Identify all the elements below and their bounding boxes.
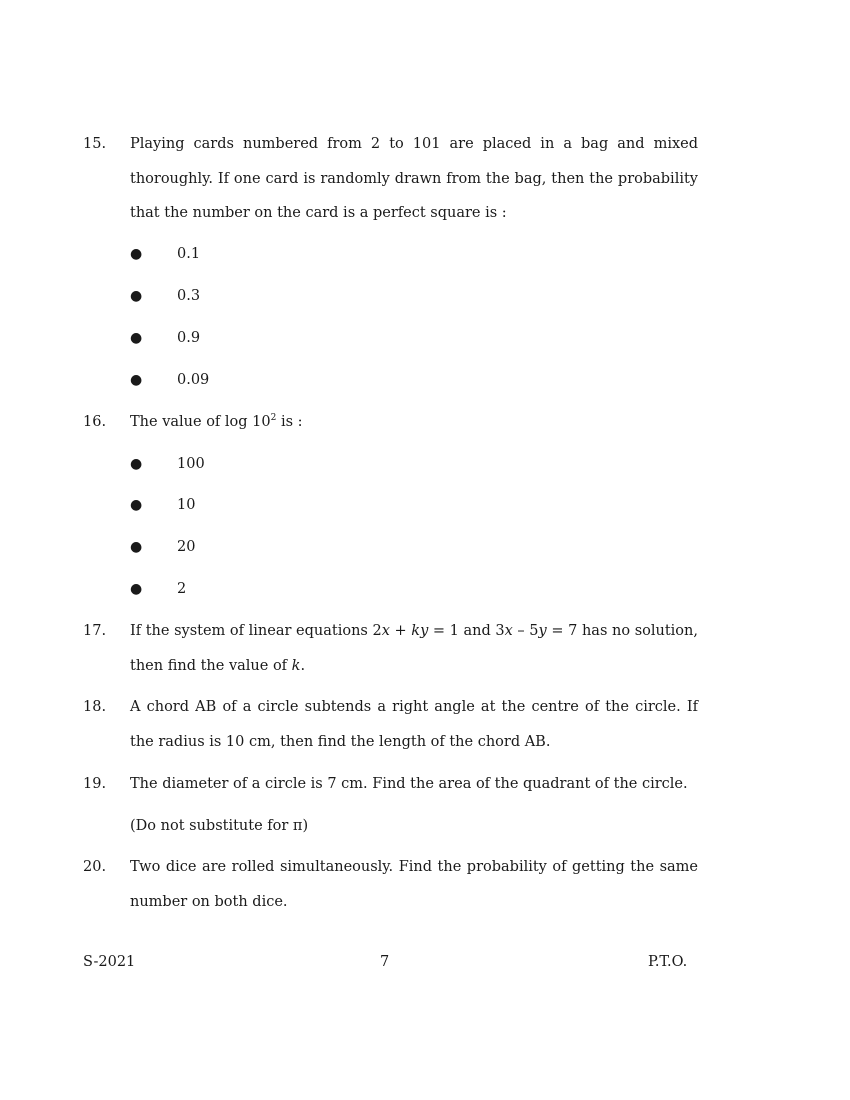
question-text-part: – 5 [512, 623, 539, 639]
question-19 [83, 767, 698, 843]
option-text: 0.09 [177, 372, 210, 388]
question-number: 20. [83, 859, 107, 875]
question-text [130, 767, 698, 843]
variable-x: x [504, 623, 513, 639]
question-17 [83, 614, 698, 683]
exponent: 2 [270, 413, 277, 423]
question-text: Two dice are rolled simultaneously. Find the probability of getting the same number on both dice. [130, 859, 698, 910]
question-number: 17. [83, 623, 107, 639]
question-text-part: If the system of linear equations 2 [130, 623, 382, 639]
pto-label: P.T.O. [648, 954, 688, 970]
question-main-text: The diameter of a circle is 7 cm. Find the area of the quadrant of the circle. [130, 776, 688, 792]
option-text: 0.1 [177, 246, 201, 262]
bullet-icon: ● [130, 581, 143, 597]
question-text [130, 405, 698, 440]
bullet-icon: ● [130, 246, 143, 262]
question-18 [83, 690, 698, 759]
page-number: 7 [380, 954, 390, 970]
option-text: 2 [177, 581, 187, 597]
variable-x: x [381, 623, 390, 639]
paper-code: S-2021 [83, 954, 136, 970]
bullet-icon: ● [130, 372, 143, 388]
variable-y: y [538, 623, 547, 639]
question-15 [83, 127, 698, 231]
question-text-part: + [389, 623, 412, 639]
question-text-part: . [300, 657, 306, 674]
question-text: A chord AB of a circle subtends a right angle at the centre of the circle. If the radius is 10 cm, then find the length of the chord AB. [130, 699, 698, 750]
question-20 [83, 850, 698, 919]
question-text-part: The value of log 10 [130, 414, 271, 430]
question-number: 15. [83, 136, 107, 152]
bullet-icon: ● [130, 497, 143, 513]
question-text [130, 614, 698, 683]
option-text: 0.9 [177, 330, 201, 346]
option-text: 10 [177, 497, 196, 513]
bullet-icon: ● [130, 330, 143, 346]
bullet-icon: ● [130, 288, 143, 304]
option-text: 100 [177, 456, 205, 472]
question-text-part: is : [276, 414, 303, 430]
question-text: Playing cards numbered from 2 to 101 are placed in a bag and mixed thoroughly. If one card is randomly drawn from the bag, then the probability that the number on the card is a perfect square is : [130, 136, 698, 221]
question-16 [83, 405, 698, 440]
question-text-part: = 7 has no solution, then find the value of [130, 623, 698, 674]
variable-k: k [411, 623, 421, 639]
option-text: 0.3 [177, 288, 201, 304]
variable-y: y [420, 623, 429, 639]
variable-k: k [291, 657, 301, 674]
bullet-icon: ● [130, 539, 143, 555]
question-note: (Do not substitute for π) [130, 817, 309, 834]
option-text: 20 [177, 539, 196, 555]
bullet-icon: ● [130, 456, 143, 472]
question-number: 16. [83, 414, 107, 430]
question-text-part: = 1 and 3 [428, 623, 505, 639]
question-number: 18. [83, 699, 107, 715]
question-number: 19. [83, 776, 107, 792]
